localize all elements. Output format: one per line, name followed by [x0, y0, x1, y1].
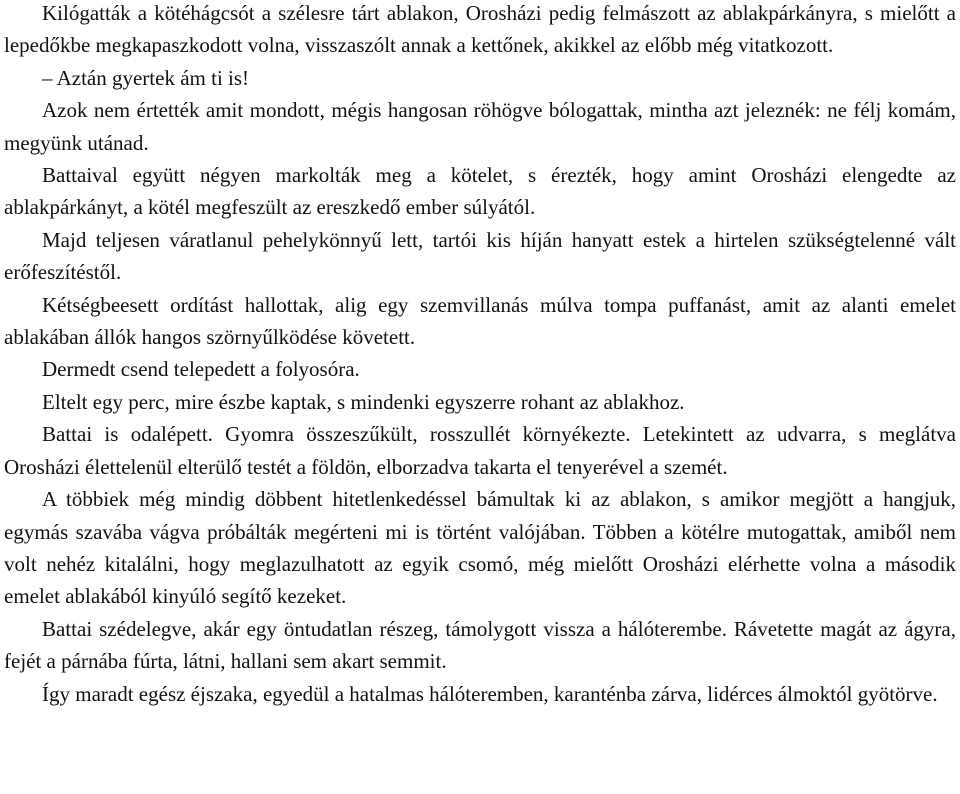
paragraph-11: Battai szédelegve, akár egy öntudatlan részeg, támolygott vissza a hálóterembe. Rávetette magát az ágyra, fejét a párnába fúrta, látni, hallani sem akart semmit. — [4, 616, 956, 674]
paragraph-8: Eltelt egy perc, mire észbe kaptak, s mindenki egyszerre rohant az ablakhoz. — [42, 389, 685, 414]
paragraph-12: Így maradt egész éjszaka, egyedül a hatalmas hálóteremben, karanténba zárva, lidérces álmoktól gyötörve. — [42, 681, 938, 706]
paragraph-3: Azok nem értették amit mondott, mégis hangosan röhögve bólogattak, mintha azt jeleznék: ne félj komám, megyünk utánad. — [4, 98, 956, 155]
paragraph-4: Battaival együtt négyen markolták meg a kötelet, s érezték, hogy amint Orosházi elengedte az ablakpárkányt, a kötél megfeszült az ereszkedő ember súlyától. — [4, 163, 956, 220]
paragraph-10: A többiek még mindig döbbent hitetlenkedéssel bámultak ki az ablakon, s amikor megjött a hangjuk, egymás szavába vágva próbálták megérteni mi is történt valójában. Többen a kötélre mutogattak, amiből nem volt nehéz kitalálni, hogy meglazulhatott az egyik csomó, még mielőtt Orosházi elérhette volna a második emelet ablakából kinyúló segítő kezeket. — [4, 487, 956, 609]
paragraph-1: Kilógatták a kötéhágcsót a szélesre tárt ablakon, Orosházi pedig felmászott az ablakpárkányra, s mielőtt a lepedőkbe megkapaszkodott volna, visszaszólt annak a kettőnek, akikkel az előbb még vitatkozott. — [4, 1, 956, 58]
paragraph-9: Battai is odalépett. Gyomra összeszűkült, rosszullét környékezte. Letekintett az udvarra, s meglátva Orosházi élettelenül elterülő testét a földön, elborzadva takarta el tenyerével a szemét. — [4, 422, 956, 479]
paragraph-5: Majd teljesen váratlanul pehelykönnyű lett, tartói kis híján hanyatt estek a hirtelen szükségtelenné vált erőfeszítéstől. — [4, 227, 956, 285]
paragraph-6: Kétségbeesett ordítást hallottak, alig egy szemvillanás múlva tompa puffanást, amit az alanti emelet ablakában állók hangos szörnyűlködése követett. — [4, 292, 956, 350]
paragraph-2: – Aztán gyertek ám ti is! — [42, 65, 250, 90]
paragraph-7: Dermedt csend telepedett a folyosóra. — [42, 357, 360, 382]
